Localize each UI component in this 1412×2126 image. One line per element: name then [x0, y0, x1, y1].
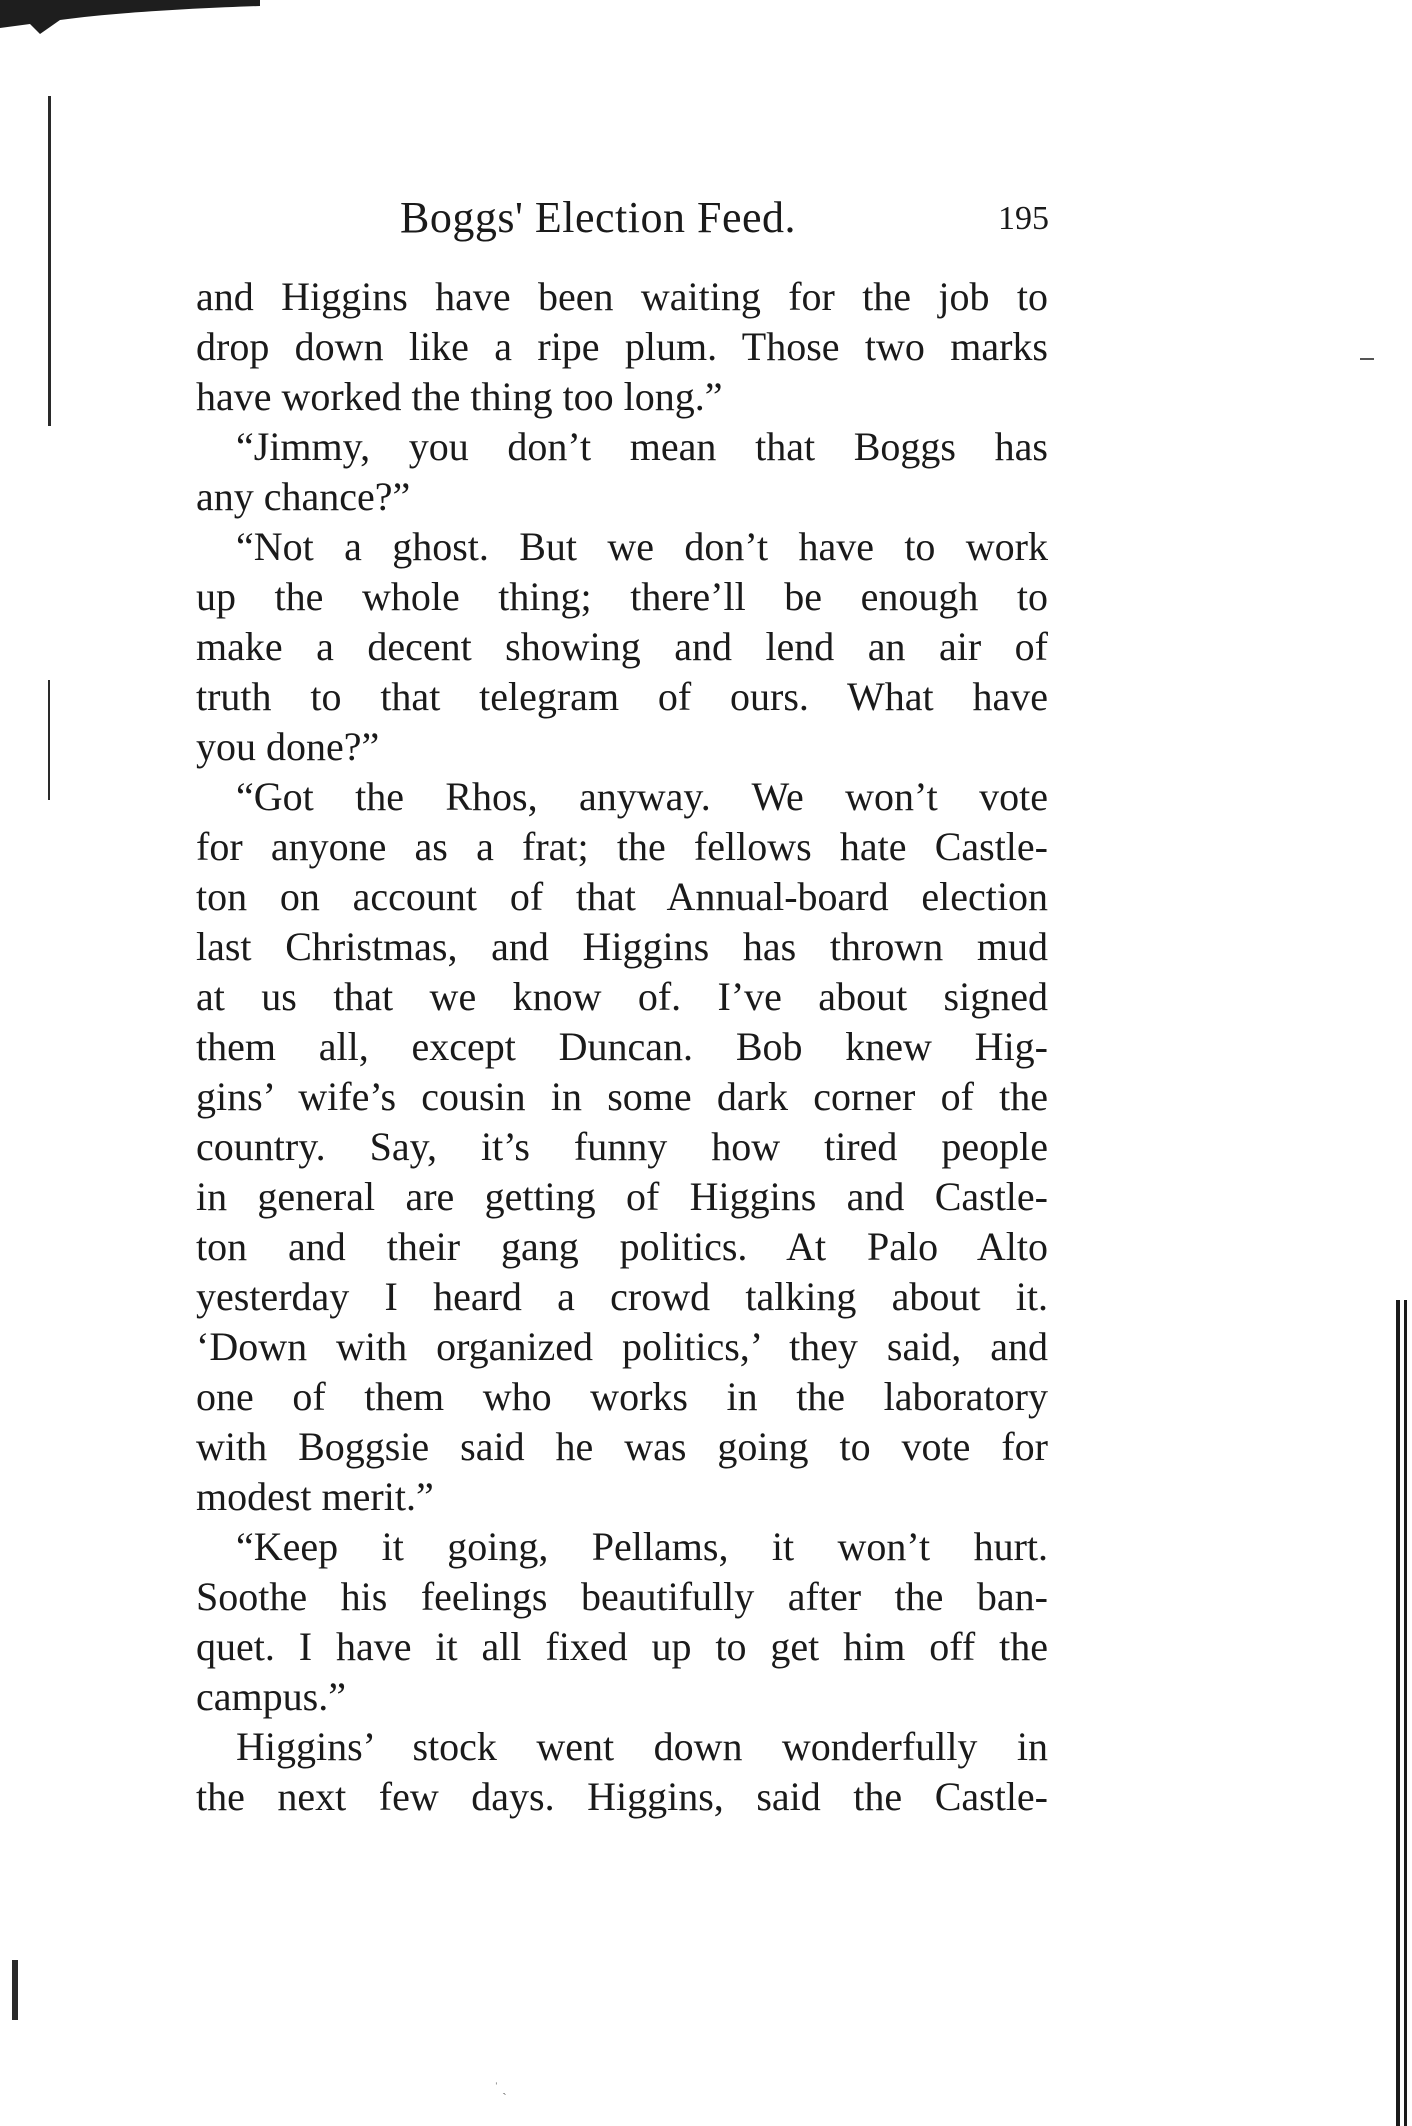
text-line: any chance?” — [196, 474, 411, 519]
text-line: ‘Down with organized politics,’ they said, and — [196, 1324, 1048, 1369]
scan-left-edge-mark — [12, 1960, 18, 2020]
scan-right-edge-line — [1404, 1300, 1407, 2126]
text-line: truth to that telegram of ours. What have — [196, 674, 1048, 719]
text-line: with Boggsie said he was going to vote for — [196, 1424, 1048, 1469]
text-line: last Christmas, and Higgins has thrown mud — [196, 924, 1048, 969]
scan-speck: ˈ ˏ — [494, 2081, 507, 2096]
text-line: have worked the thing too long.” — [196, 374, 723, 419]
text-line: Higgins’ stock went down wonderfully in — [236, 1724, 1048, 1769]
scan-left-edge-line — [48, 680, 50, 800]
text-line: them all, except Duncan. Bob knew Hig- — [196, 1024, 1048, 1069]
text-line: up the whole thing; there’ll be enough to — [196, 574, 1048, 619]
page-number: 195 — [998, 200, 1049, 237]
text-line: country. Say, it’s funny how tired people — [196, 1124, 1048, 1169]
scan-left-edge-line — [48, 96, 51, 426]
text-line: yesterday I heard a crowd talking about it. — [196, 1274, 1048, 1319]
scan-corner-mark — [0, 0, 260, 36]
text-line: one of them who works in the laboratory — [196, 1374, 1048, 1419]
body-text — [196, 272, 1048, 1822]
running-title: Boggs' Election Feed. — [400, 193, 797, 242]
text-line: for anyone as a frat; the fellows hate Castle- — [196, 824, 1048, 869]
text-line: gins’ wife’s cousin in some dark corner of the — [196, 1074, 1048, 1119]
text-line: in general are getting of Higgins and Castle- — [196, 1174, 1048, 1219]
text-line: ton and their gang politics. At Palo Alto — [196, 1224, 1048, 1269]
text-line: the next few days. Higgins, said the Castle- — [196, 1774, 1048, 1819]
text-line: “Keep it going, Pellams, it won’t hurt. — [236, 1524, 1048, 1569]
scan-right-edge-line — [1396, 1300, 1400, 2126]
text-line: Soothe his feelings beautifully after the ban- — [196, 1574, 1048, 1619]
text-line: “Got the Rhos, anyway. We won’t vote — [236, 774, 1048, 819]
text-line: at us that we know of. I’ve about signed — [196, 974, 1048, 1019]
text-line: “Jimmy, you don’t mean that Boggs has — [236, 424, 1048, 469]
text-line: quet. I have it all fixed up to get him off the — [196, 1624, 1048, 1669]
text-line: make a decent showing and lend an air of — [196, 624, 1048, 669]
scan-right-tick — [1360, 358, 1374, 360]
text-line: “Not a ghost. But we don’t have to work — [236, 524, 1048, 569]
text-line: modest merit.” — [196, 1474, 434, 1519]
text-line: drop down like a ripe plum. Those two marks — [196, 324, 1048, 369]
text-line: ton on account of that Annual-board election — [196, 874, 1048, 919]
text-line: campus.” — [196, 1674, 346, 1719]
text-line: you done?” — [196, 724, 380, 769]
text-line: and Higgins have been waiting for the job to — [196, 274, 1048, 319]
